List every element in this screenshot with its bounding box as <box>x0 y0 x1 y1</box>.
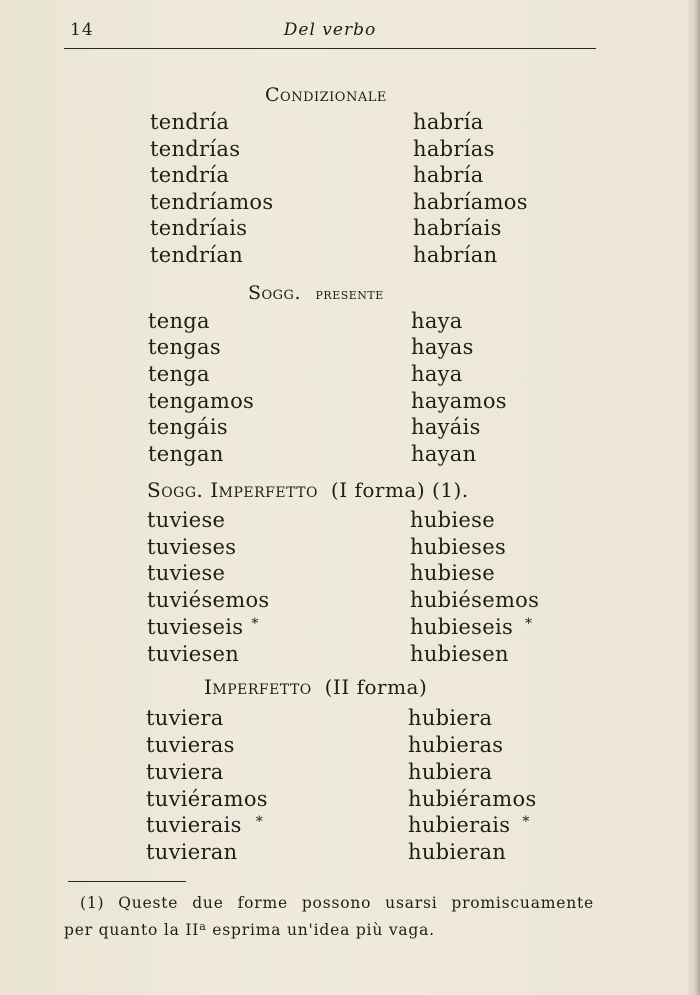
conjugation-cell: tendríamos <box>150 190 274 214</box>
section-heading-condizionale: Condizionale <box>265 84 387 106</box>
conjugation-cell: hubiera <box>408 706 493 730</box>
conjugation-cell: tengan <box>148 442 224 466</box>
heading-part: (II forma) <box>324 675 428 699</box>
conjugation-cell: tuvieran <box>146 840 238 864</box>
conjugation-cell: tuviesen <box>147 642 240 666</box>
footnote-superscript: a <box>199 920 207 933</box>
heading-part: Imperfetto <box>204 675 312 699</box>
conjugation-cell: tengáis <box>148 415 228 439</box>
header-rule <box>64 48 596 49</box>
conjugation-cell: tuvieras <box>146 733 235 757</box>
conjugation-cell: tenga <box>148 362 210 386</box>
running-title: Del verbo <box>283 20 377 40</box>
section-heading-sogg-imperfetto-i <box>147 478 469 502</box>
heading-part: presente <box>315 284 384 303</box>
conjugation-cell: hubiesen <box>410 642 509 666</box>
conjugation-cell: hubieses <box>410 535 507 559</box>
conjugation-cell: tendría <box>150 163 230 187</box>
conjugation-cell: tuviese <box>147 561 226 585</box>
conjugation-cell: tuviésemos <box>147 588 270 612</box>
page-header <box>64 18 596 48</box>
heading-part: Sogg. Imperfetto <box>147 478 319 502</box>
conjugation-cell: tuviera <box>146 760 224 784</box>
asterisk-mark: * <box>255 814 264 830</box>
page-number: 14 <box>70 20 94 40</box>
conjugation-cell: hayan <box>411 442 477 466</box>
conjugation-cell: habríamos <box>413 190 528 214</box>
conjugation-cell: hubiera <box>408 760 493 784</box>
conjugation-cell: hubiésemos <box>410 588 540 612</box>
footnote-line: (1) Queste due forme possono usarsi promiscuamente <box>80 894 594 912</box>
asterisk-mark: * <box>525 616 533 632</box>
conjugation-row-right <box>408 813 530 837</box>
conjugation-cell: hubieras <box>408 733 504 757</box>
conjugation-cell: tendrían <box>150 243 244 267</box>
conjugation-cell: tengas <box>148 335 221 359</box>
conjugation-cell: haya <box>411 309 463 333</box>
heading-part: (I forma) (1). <box>330 478 469 502</box>
footnote-rule <box>68 881 186 882</box>
footnote-line <box>64 915 594 942</box>
conjugation-cell: habrías <box>413 137 495 161</box>
conjugation-cell: hayamos <box>411 389 507 413</box>
footnote <box>64 892 594 942</box>
conjugation-cell: hayas <box>411 335 474 359</box>
conjugation-cell: hubierais <box>408 813 511 837</box>
section-heading-sogg-presente <box>248 282 384 304</box>
conjugation-cell: habrían <box>413 243 498 267</box>
conjugation-cell: tendrías <box>150 137 241 161</box>
heading-part: Sogg. <box>248 282 301 304</box>
footnote-text: esprima un'idea più vaga. <box>206 921 435 939</box>
conjugation-row-right <box>410 615 532 639</box>
conjugation-cell: habríais <box>413 216 502 240</box>
conjugation-cell: tuviese <box>147 508 226 532</box>
asterisk-mark: * <box>522 814 530 830</box>
conjugation-cell: hayáis <box>411 415 481 439</box>
conjugation-cell: hubiese <box>410 508 495 532</box>
conjugation-cell: hubieseis <box>410 615 514 639</box>
conjugation-cell: tengamos <box>148 389 255 413</box>
asterisk-mark: * <box>251 616 259 632</box>
conjugation-cell: tuviera <box>146 706 224 730</box>
conjugation-cell: tendríais <box>150 216 248 240</box>
page-edge-shadow <box>686 0 700 995</box>
conjugation-cell: hubiéramos <box>408 787 537 811</box>
conjugation-cell: habría <box>413 110 484 134</box>
conjugation-cell: hubiese <box>410 561 495 585</box>
conjugation-cell: tuvierais <box>146 813 242 837</box>
conjugation-cell: hubieran <box>408 840 507 864</box>
section-heading-imperfetto-ii <box>204 675 427 699</box>
conjugation-cell: tuviéramos <box>146 787 268 811</box>
conjugation-cell: tenga <box>148 309 210 333</box>
conjugation-row-left <box>147 615 259 639</box>
conjugation-cell: haya <box>411 362 463 386</box>
conjugation-row-left <box>146 813 263 837</box>
footnote-text: per quanto la II <box>64 921 200 939</box>
conjugation-cell: habría <box>413 163 484 187</box>
conjugation-cell: tuvieseis <box>147 615 244 639</box>
conjugation-cell: tendría <box>150 110 230 134</box>
conjugation-cell: tuvieses <box>147 535 237 559</box>
